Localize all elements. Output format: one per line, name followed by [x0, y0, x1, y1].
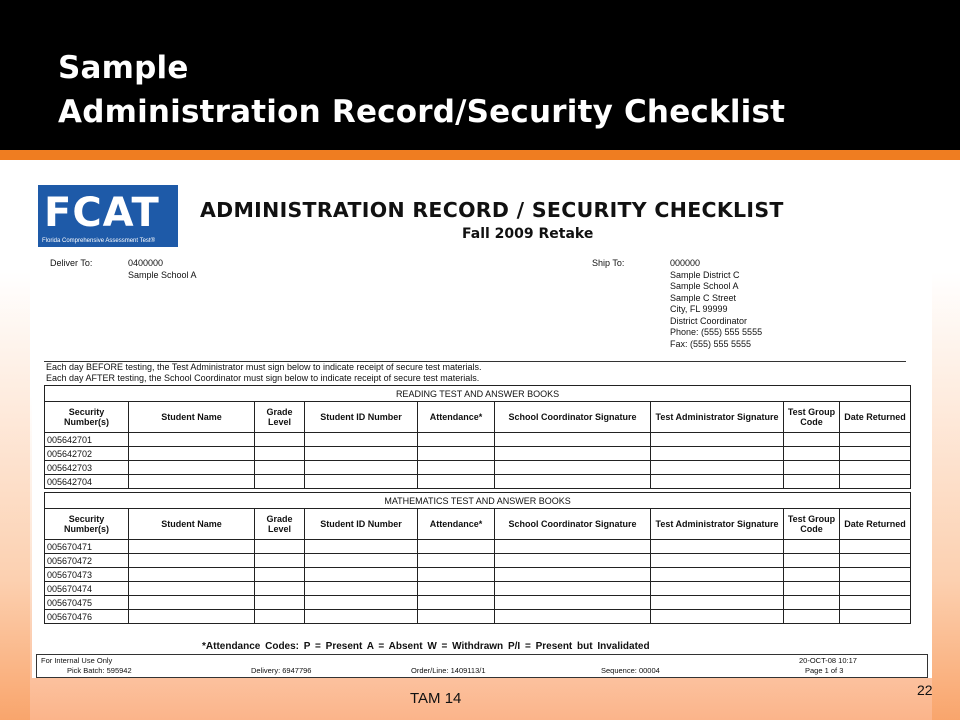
- col-test-group-code: Test Group Code: [784, 509, 840, 540]
- document-subtitle: Fall 2009 Retake: [462, 226, 594, 242]
- ship-line: Sample C Street: [670, 292, 737, 303]
- col-school-coordinator-signature: School Coordinator Signature: [495, 402, 651, 433]
- deliver-line: 0400000: [128, 258, 164, 268]
- col-school-coordinator-signature: School Coordinator Signature: [495, 509, 651, 540]
- col-security-number: Security Number(s): [45, 509, 129, 540]
- ship-line: Sample School A: [670, 281, 739, 291]
- deliver-to-address: [128, 258, 197, 281]
- reading-table: [44, 385, 911, 489]
- internal-use-label: For Internal Use Only: [41, 656, 113, 665]
- left-gradient: [0, 160, 30, 720]
- col-test-administrator-signature: Test Administrator Signature: [651, 402, 784, 433]
- instruction-before: Each day BEFORE testing, the Test Administrator must sign below to indicate receipt of secure test materials.: [46, 362, 482, 372]
- math-section-title: MATHEMATICS TEST AND ANSWER BOOKS: [45, 493, 911, 509]
- slide-footer-label: TAM 14: [410, 690, 462, 707]
- pick-batch: Pick Batch: 595942: [67, 666, 132, 675]
- internal-timestamp: 20-OCT-08 10:17: [799, 656, 857, 665]
- col-attendance: Attendance*: [418, 402, 495, 433]
- table-row: [45, 461, 911, 475]
- table-row: [45, 568, 911, 582]
- col-student-name: Student Name: [129, 402, 255, 433]
- col-student-id: Student ID Number: [305, 509, 418, 540]
- ship-line: 000000: [670, 258, 701, 268]
- orange-divider: [0, 150, 960, 160]
- checklist-document: [32, 180, 932, 678]
- ship-to-address: [670, 258, 762, 350]
- ship-line: Fax: (555) 555 5555: [670, 338, 752, 349]
- col-date-returned: Date Returned: [840, 402, 911, 433]
- security-number: 005670476: [45, 610, 129, 624]
- ship-line: Phone: (555) 555 5555: [670, 327, 763, 337]
- table-row: [45, 610, 911, 624]
- fcat-logo-subtext: Florida Comprehensive Assessment Test®: [42, 238, 156, 244]
- deliver-to-label: Deliver To:: [50, 258, 93, 268]
- col-security-number: Security Number(s): [45, 402, 129, 433]
- col-student-name: Student Name: [129, 509, 255, 540]
- reading-section-title: READING TEST AND ANSWER BOOKS: [45, 386, 911, 402]
- table-row: [45, 554, 911, 568]
- table-row: [45, 582, 911, 596]
- security-number: 005642703: [45, 461, 129, 475]
- page-of-pages: Page 1 of 3: [805, 666, 844, 675]
- instructions: [46, 362, 482, 383]
- security-number: 005670474: [45, 582, 129, 596]
- slide-page-number: 22: [917, 682, 933, 698]
- security-number: 005642701: [45, 433, 129, 447]
- ship-to-label: Ship To:: [592, 258, 625, 268]
- col-attendance: Attendance*: [418, 509, 495, 540]
- slide-title-line2: Administration Record/Security Checklist: [58, 94, 786, 130]
- slide-title-line1: Sample: [58, 50, 189, 86]
- order-line: Order/Line: 1409113/1: [411, 666, 486, 675]
- fcat-logo-text: FCAT: [44, 190, 160, 236]
- document-title: ADMINISTRATION RECORD / SECURITY CHECKLIST: [200, 198, 784, 222]
- table-row: [45, 540, 911, 554]
- col-test-administrator-signature: Test Administrator Signature: [651, 509, 784, 540]
- internal-use-box: [36, 654, 928, 678]
- security-number: 005670473: [45, 568, 129, 582]
- col-grade-level: Grade Level: [255, 402, 305, 433]
- table-row: [45, 475, 911, 489]
- attendance-codes: *Attendance Codes: P = Present A = Absent W = Withdrawn P/I = Present but Invalidated: [202, 641, 650, 652]
- deliver-line: Sample School A: [128, 269, 197, 280]
- col-test-group-code: Test Group Code: [784, 402, 840, 433]
- security-number: 005670472: [45, 554, 129, 568]
- ship-line: City, FL 99999: [670, 304, 728, 314]
- col-date-returned: Date Returned: [840, 509, 911, 540]
- slide-header: [0, 0, 960, 150]
- ship-line: Sample District C: [670, 269, 740, 280]
- security-number: 005670475: [45, 596, 129, 610]
- table-row: [45, 596, 911, 610]
- col-student-id: Student ID Number: [305, 402, 418, 433]
- col-grade-level: Grade Level: [255, 509, 305, 540]
- ship-line: District Coordinator: [670, 315, 748, 326]
- right-gradient: [932, 160, 960, 720]
- security-number: 005670471: [45, 540, 129, 554]
- sequence-number: Sequence: 00004: [601, 666, 660, 675]
- instruction-after: Each day AFTER testing, the School Coordinator must sign below to indicate receipt of secure test materials.: [46, 372, 480, 383]
- security-number: 005642702: [45, 447, 129, 461]
- table-row: [45, 447, 911, 461]
- fcat-logo: [38, 185, 178, 247]
- security-number: 005642704: [45, 475, 129, 489]
- math-table: [44, 492, 911, 624]
- delivery-number: Delivery: 6947796: [251, 666, 312, 675]
- table-row: [45, 433, 911, 447]
